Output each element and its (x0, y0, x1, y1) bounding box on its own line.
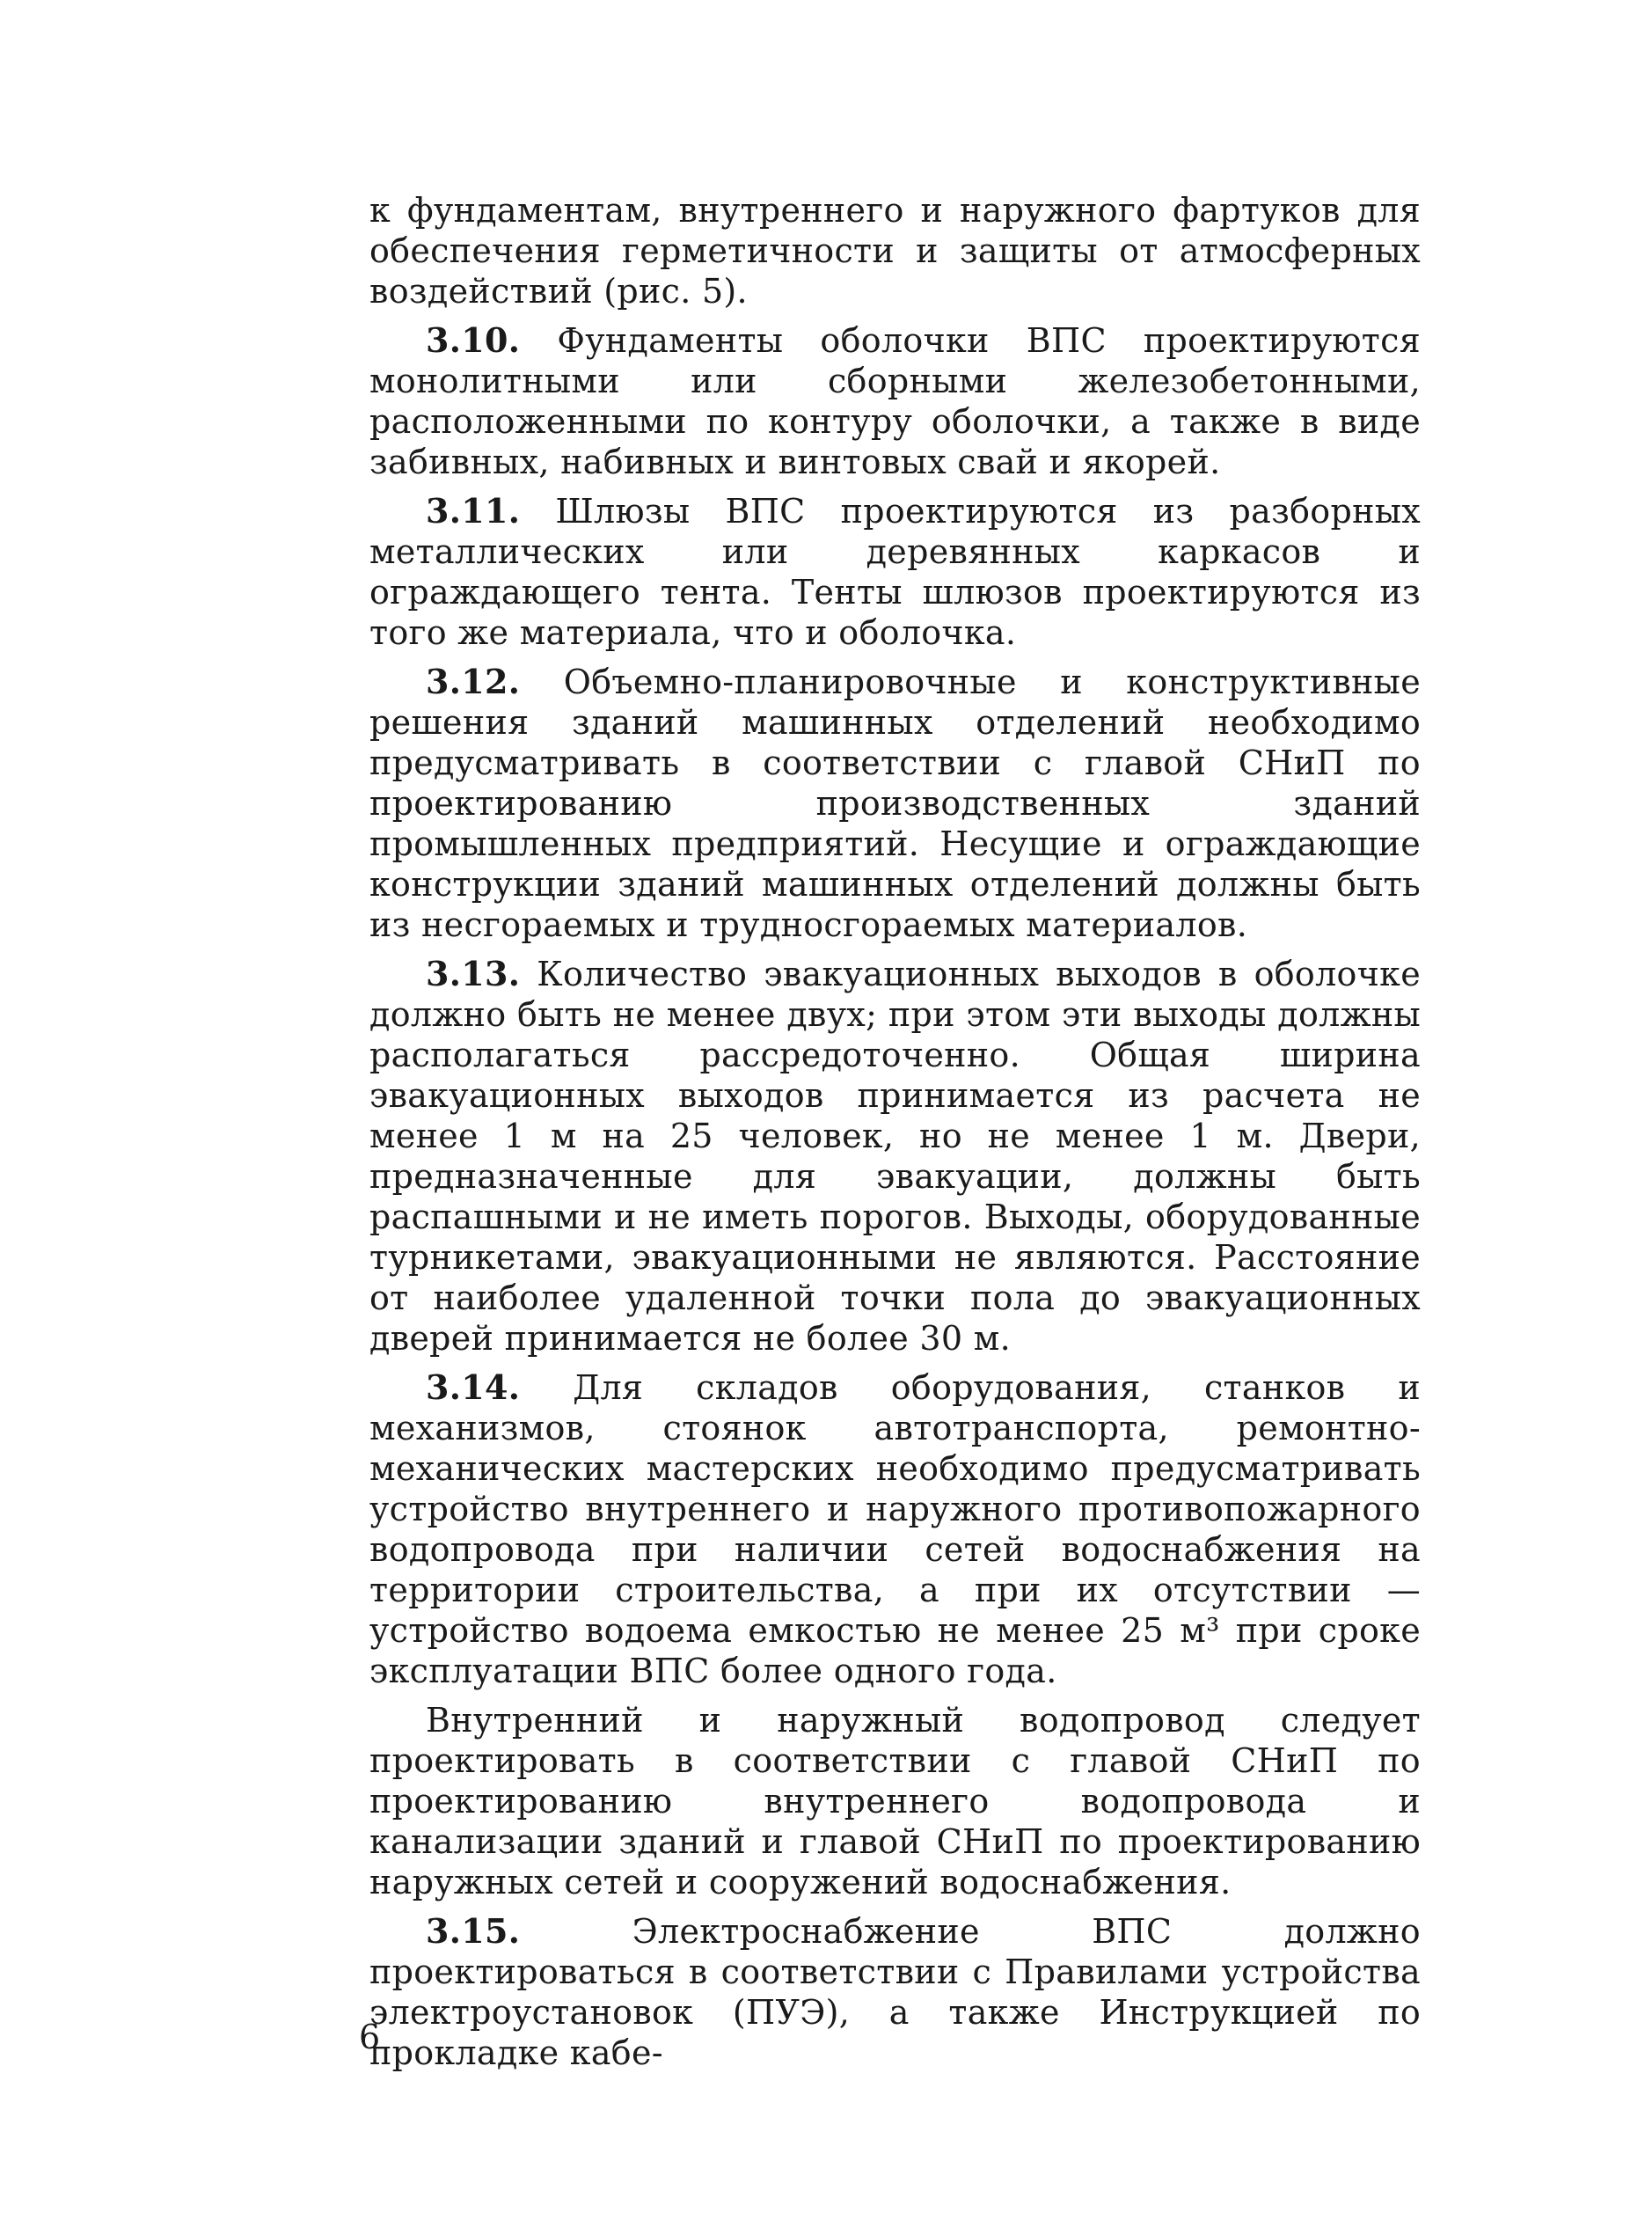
paragraph-text: Фундаменты оболочки ВПС проектируются монолитными или сборными железобетонными, расположенными по контуру оболочки, а также в виде забивных, набивных и винтовых свай и якорей. (369, 321, 1421, 481)
paragraph-number: 3.11. (426, 491, 521, 531)
paragraph-water-supply (369, 1700, 1421, 1902)
paragraph-number: 3.14. (426, 1367, 521, 1407)
page-number: 6 (359, 2018, 381, 2056)
paragraph-text: Объемно-планировочные и конструктивные решения зданий машинных отделений необходимо предусматривать в соответствии с главой СНиП по проектированию производственных зданий промышленных предприятий. Несущие и ограждающие конструкции зданий машинных отделений должны быть из несгораемых и трудносгораемых материалов. (369, 663, 1421, 944)
paragraph-text: Внутренний и наружный водопровод следует проектировать в соответствии с главой СНиП по проектированию внутреннего водопровода и канализации зданий и главой СНиП по проектированию наружных сетей и сооружений водоснабжения. (369, 1701, 1421, 1901)
paragraph-text: Для складов оборудования, станков и механизмов, стоянок автотранспорта, ремонтно-механических мастерских необходимо предусматривать устройство внутреннего и наружного противопожарного водопровода при наличии сетей водоснабжения на территории строительства, а при их отсутствии — устройство водоема емкостью не менее 25 м³ при сроке эксплуатации ВПС более одного года. (369, 1368, 1421, 1690)
body-text (369, 190, 1421, 2082)
paragraph-3-15 (369, 1911, 1421, 2073)
paragraph-text: Шлюзы ВПС проектируются из разборных металлических или деревянных каркасов и ограждающего тента. Тенты шлюзов проектируются из того же материала, что и оболочка. (369, 492, 1421, 652)
paragraph-text: Электроснабжение ВПС должно проектироваться в соответствии с Правилами устройства электроустановок (ПУЭ), а также Инструкцией по прокладке кабе- (369, 1912, 1421, 2072)
paragraph-number: 3.12. (426, 662, 521, 701)
paragraph-3-13 (369, 954, 1421, 1359)
paragraph-text: к фундаментам, внутреннего и наружного фартуков для обеспечения герметичности и защиты от атмосферных воздействий (рис. 5). (369, 191, 1421, 311)
paragraph-continuation (369, 190, 1421, 311)
paragraph-number: 3.13. (426, 954, 521, 993)
paragraph-text: Количество эвакуационных выходов в оболочке должно быть не менее двух; при этом эти выходы должны располагаться рассредоточенно. Общая ширина эвакуационных выходов принимается из расчета не менее 1 м на 25 человек, но не менее 1 м. Двери, предназначенные для эвакуации, должны быть распашными и не иметь порогов. Выходы, оборудованные турникетами, эвакуационными не являются. Расстояние от наиболее удаленной точки пола до эвакуационных дверей принимается не более 30 м. (369, 955, 1421, 1358)
paragraph-number: 3.10. (426, 320, 521, 360)
paragraph-3-11 (369, 491, 1421, 653)
paragraph-number: 3.15. (426, 1911, 521, 1951)
paragraph-3-14 (369, 1367, 1421, 1691)
paragraph-3-12 (369, 662, 1421, 945)
paragraph-3-10 (369, 320, 1421, 482)
